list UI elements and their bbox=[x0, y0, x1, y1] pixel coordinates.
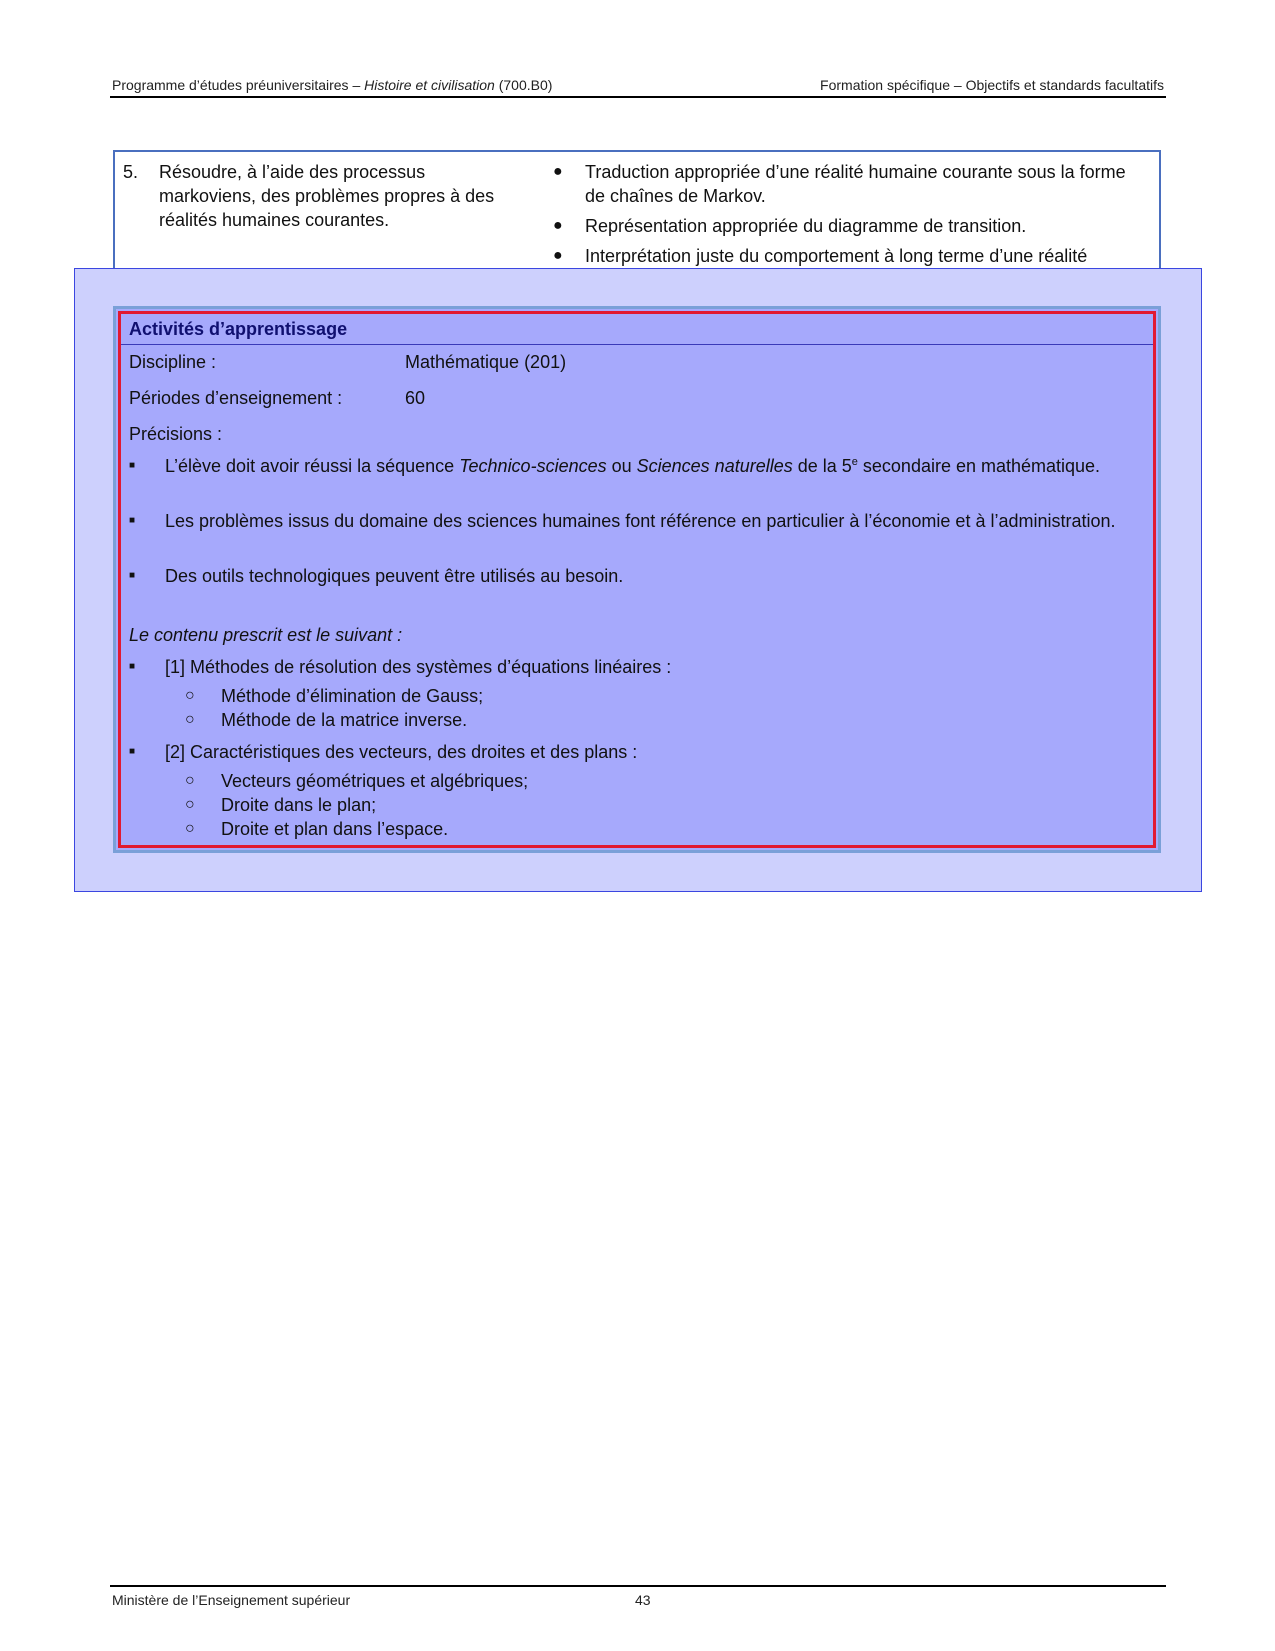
section-title: Formation spécifique – Objectifs et standards facultatifs bbox=[820, 77, 1164, 93]
content-subitem: ○ Droite dans le plan; bbox=[185, 795, 377, 815]
periods-label: Périodes d’enseignement : bbox=[129, 388, 343, 408]
criterion-item: ● Représentation appropriée du diagramme de transition. bbox=[553, 216, 1027, 236]
checkbox-bullet-icon: ○ bbox=[185, 772, 195, 789]
activities-title: Activités d’apprentissage bbox=[121, 314, 1153, 345]
periods-value: 60 bbox=[405, 388, 426, 408]
activities-frame bbox=[118, 311, 1156, 848]
bullet-icon: ■ bbox=[129, 515, 136, 526]
activities-box bbox=[113, 306, 1161, 853]
precision-item: ■ Des outils technologiques peuvent être utilisés au besoin. bbox=[129, 566, 624, 586]
checkbox-bullet-icon: ○ bbox=[185, 796, 195, 813]
periods-row bbox=[129, 386, 426, 410]
competency-number: 5. bbox=[123, 162, 139, 182]
content-item: ■ [2] Caractéristiques des vecteurs, des droites et des plans : bbox=[129, 742, 638, 762]
page-header bbox=[110, 76, 1166, 98]
bullet-icon: ■ bbox=[129, 570, 136, 581]
precisions-label: Précisions : bbox=[129, 424, 223, 444]
content-subitem: ○ Méthode d’élimination de Gauss; bbox=[185, 686, 484, 706]
discipline-value: Mathématique (201) bbox=[405, 352, 567, 372]
competency-statement: Résoudre, à l’aide des processus markoviens, des problèmes propres à des réalités humaines courantes. bbox=[159, 162, 495, 230]
content-intro: Le contenu prescrit est le suivant : bbox=[129, 625, 403, 645]
page-footer bbox=[110, 1585, 1166, 1609]
discipline-row bbox=[129, 350, 567, 374]
checkbox-bullet-icon: ○ bbox=[185, 687, 195, 704]
discipline-label: Discipline : bbox=[129, 352, 217, 372]
bullet-icon: ● bbox=[553, 217, 563, 234]
criterion-item: ● Traduction appropriée d’une réalité humaine courante sous la forme de chaînes de Markov. bbox=[553, 162, 1126, 206]
page-number: 43 bbox=[635, 1592, 651, 1608]
bullet-icon: ● bbox=[553, 163, 563, 180]
bullet-icon: ■ bbox=[129, 746, 136, 757]
content-item: ■ [1] Méthodes de résolution des systèmes d’équations linéaires : bbox=[129, 657, 672, 677]
program-title: Programme d’études préuniversitaires – Histoire et civilisation (700.B0) bbox=[112, 77, 553, 93]
content-subitem: ○ Vecteurs géométriques et algébriques; bbox=[185, 771, 529, 791]
precision-item: ■ L’élève doit avoir réussi la séquence Technico-sciences ou Sciences naturelles de la 5e secondaire en mathématique. bbox=[129, 456, 1101, 476]
content-subitem: ○ Droite et plan dans l’espace. bbox=[185, 819, 449, 839]
criterion-item: ● Interprétation juste du comportement à long terme d’une réalité bbox=[553, 246, 1088, 266]
ministry-name: Ministère de l’Enseignement supérieur bbox=[112, 1592, 351, 1608]
content-subitem: ○ Méthode de la matrice inverse. bbox=[185, 710, 468, 730]
bullet-icon: ■ bbox=[129, 661, 136, 672]
checkbox-bullet-icon: ○ bbox=[185, 711, 195, 728]
checkbox-bullet-icon: ○ bbox=[185, 820, 195, 837]
precision-item: ■ Les problèmes issus du domaine des sciences humaines font référence en particulier à l’économie et à l’administration. bbox=[129, 511, 1116, 531]
bullet-icon: ■ bbox=[129, 460, 136, 471]
bullet-icon: ● bbox=[553, 247, 563, 264]
